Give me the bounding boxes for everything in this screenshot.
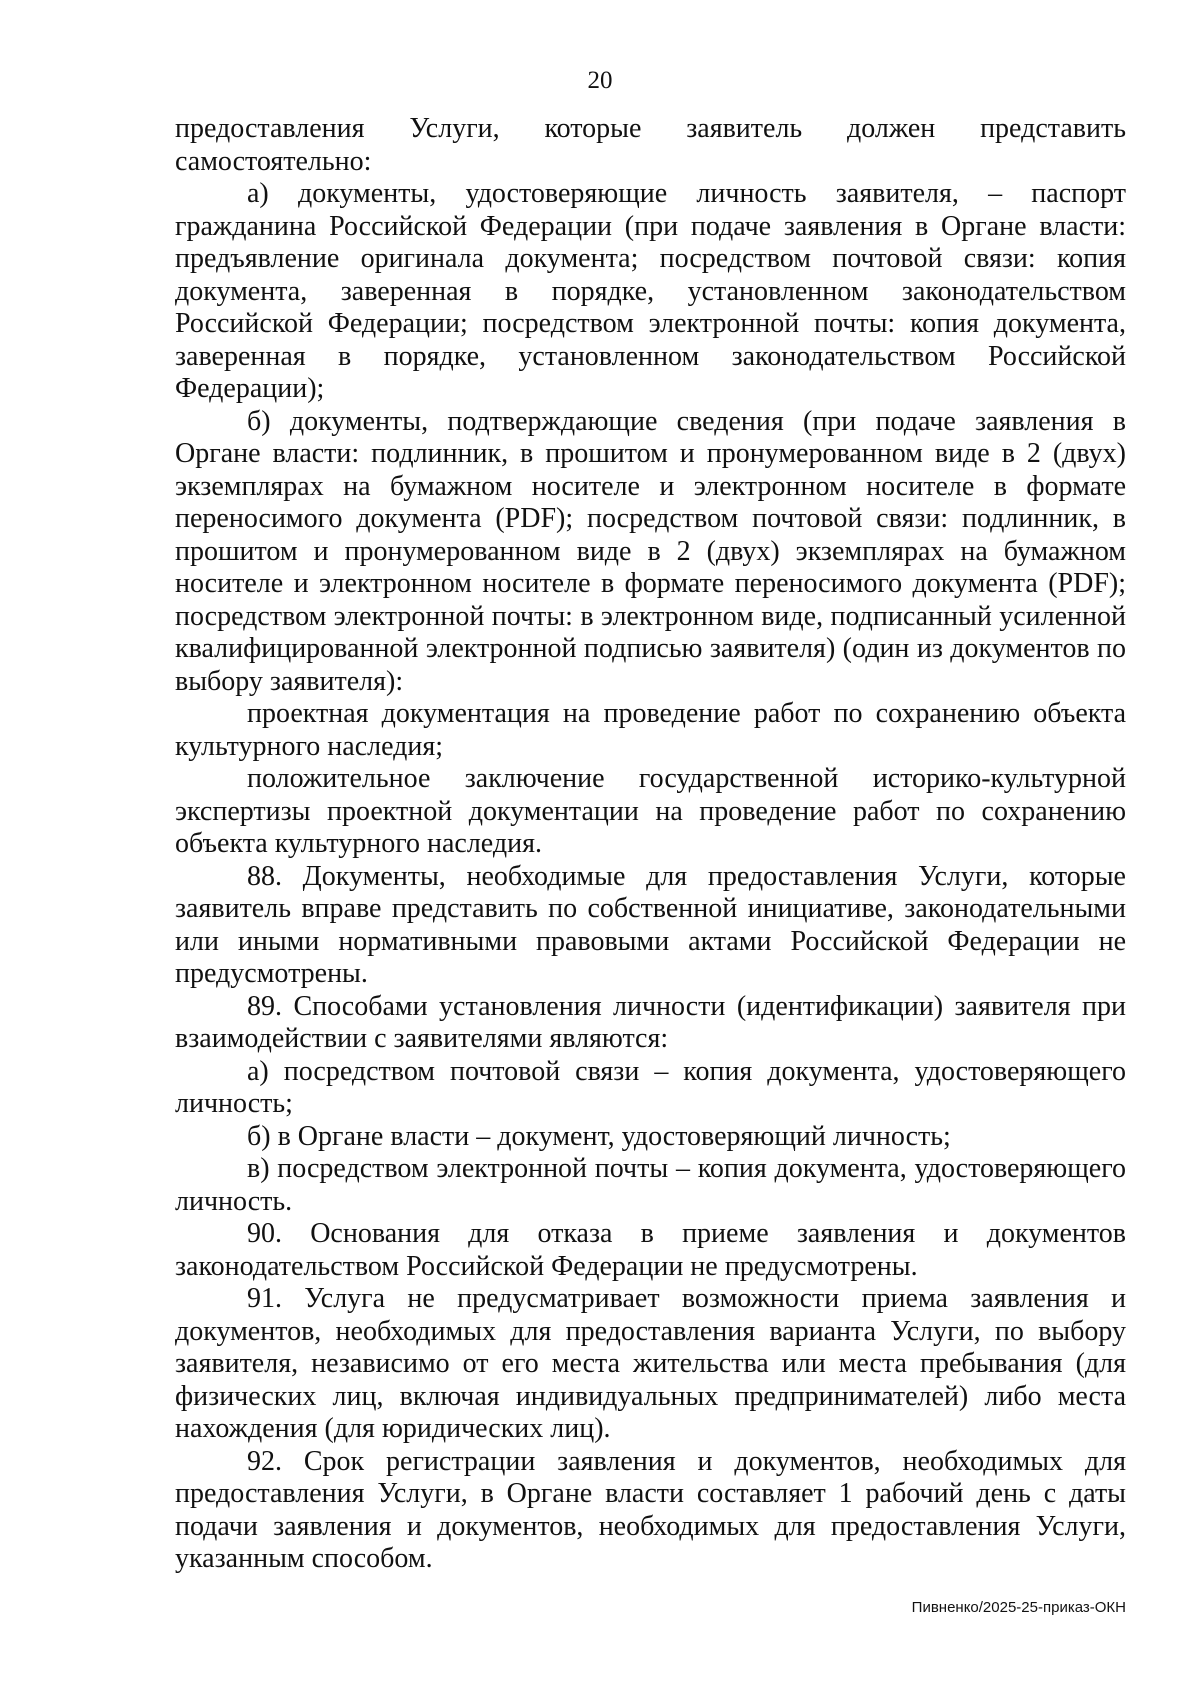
page-number: 20 bbox=[587, 67, 613, 94]
paragraph: а) посредством почтовой связи – копия документа, удостоверяющего личность; bbox=[175, 1055, 1126, 1119]
paragraph: б) в Органе власти – документ, удостоверяющий личность; bbox=[247, 1120, 951, 1152]
paragraph: в) посредством электронной почты – копия документа, удостоверяющего личность. bbox=[175, 1153, 1126, 1217]
paragraph: 91. Услуга не предусматривает возможности приема заявления и документов, необходимых для предоставления варианта Услуги, по выбору заявителя, независимо от его места жительства или места пребывания (для физических лиц, включая индивидуальных предпринимателей) либо места нахождения (для юридических лиц). bbox=[175, 1283, 1126, 1444]
paragraph: предоставления Услуги, которые заявитель должен представить самостоятельно: bbox=[175, 113, 1126, 177]
document-reference-code: Пивненко/2025-25-приказ-ОКН bbox=[911, 1599, 1126, 1616]
paragraph: проектная документация на проведение работ по сохранению объекта культурного наследия; bbox=[175, 698, 1126, 762]
paragraph: 90. Основания для отказа в приеме заявления и документов законодательством Российской Федерации не предусмотрены. bbox=[175, 1218, 1126, 1282]
paragraph: 92. Срок регистрации заявления и документов, необходимых для предоставления Услуги, в Органе власти составляет 1 рабочий день с даты подачи заявления и документов, необходимых для предоставления Услуги, указанным способом. bbox=[175, 1445, 1126, 1574]
document-body bbox=[175, 113, 1126, 1576]
paragraph: 89. Способами установления личности (идентификации) заявителя при взаимодействии с заявителями являются: bbox=[175, 990, 1126, 1054]
paragraph: 88. Документы, необходимые для предоставления Услуги, которые заявитель вправе представить по собственной инициативе, законодательными или иными нормативными правовыми актами Российской Федерации не предусмотрены. bbox=[175, 860, 1126, 989]
paragraph: а) документы, удостоверяющие личность заявителя, – паспорт гражданина Российской Федерации (при подаче заявления в Органе власти: предъявление оригинала документа; посредством почтовой связи: копия документа, заверенная в порядке, установленном законодательством Российской Федерации; посредством электронной почты: копия документа, заверенная в порядке, установленном законодательством Российской Федерации); bbox=[175, 178, 1126, 404]
paragraph: положительное заключение государственной историко-культурной экспертизы проектной документации на проведение работ по сохранению объекта культурного наследия. bbox=[175, 763, 1126, 859]
paragraph: б) документы, подтверждающие сведения (при подаче заявления в Органе власти: подлинник, в прошитом и пронумерованном виде в 2 (двух) экземплярах на бумажном носителе и электронном носителе в формате переносимого документа (PDF); посредством почтовой связи: подлинник, в прошитом и пронумерованном виде в 2 (двух) экземплярах на бумажном носителе и электронном носителе в формате переносимого документа (PDF); посредством электронной почты: в электронном виде, подписанный усиленной квалифицированной электронной подписью заявителя) (один из документов по выбору заявителя): bbox=[175, 405, 1126, 697]
